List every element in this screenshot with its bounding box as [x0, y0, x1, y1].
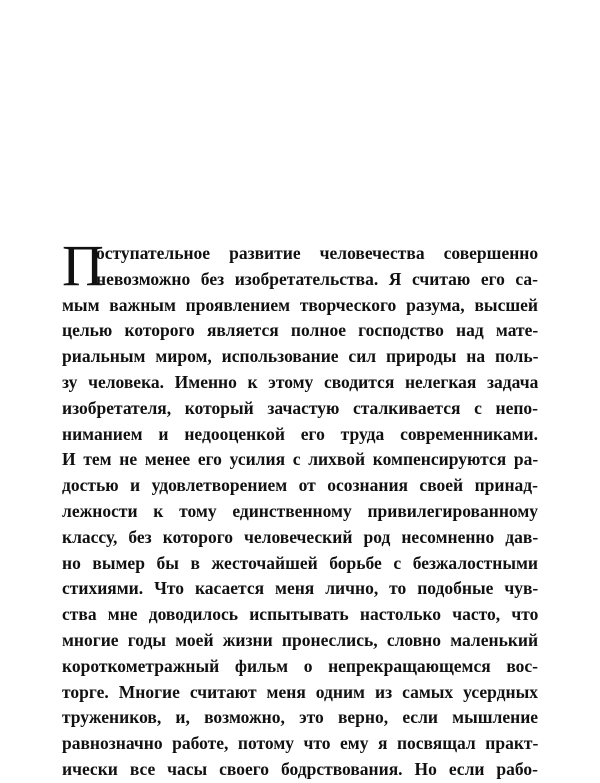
dropcap-indented-lines: [96, 241, 538, 293]
text-line: зу человека. Именно к этому сводится нелегкая задача: [62, 371, 539, 392]
text-line: ически все часы своего бодрствования. Но если рабо-: [62, 758, 538, 779]
text-line: ниманием и недооценкой его труда современниками.: [62, 423, 538, 444]
text-line: мым важным проявлением творческого разума, высшей: [62, 294, 538, 315]
text-line: достью и удовлетворением от осознания своей принад-: [62, 475, 538, 496]
drop-cap-letter: П: [62, 233, 104, 298]
text-line: ства мне доводилось испытывать настолько часто, что: [62, 604, 539, 625]
text-line: торге. Многие считают меня одним из самых усердных: [62, 681, 538, 702]
text-line: тружеников, и, возможно, это верно, если мышление: [62, 707, 539, 728]
text-line: риальным миром, использование сил природы на поль-: [62, 346, 539, 367]
text-line: И тем не менее его усилия с лихвой компенсируются ра-: [62, 449, 539, 470]
body-paragraph: [62, 293, 538, 783]
text-line: невозможно без изобретательства. Я считаю его са-: [96, 268, 538, 289]
text-line: многие годы моей жизни пронеслись, словно маленький: [62, 629, 539, 650]
text-line: стихиями. Что касается меня лично, то подобные чув-: [62, 578, 539, 599]
text-line: оступательное развитие человечества совершенно: [96, 243, 539, 263]
text-line: классу, без которого человеческий род несомненно дав-: [62, 526, 539, 547]
text-line: целью которого является полное господство над мате-: [62, 320, 539, 341]
text-line: лежности к тому единственному привилегированному: [62, 500, 538, 521]
text-line: короткометражный фильм о непрекращающемся вос-: [62, 655, 538, 676]
text-line: но вымер бы в жесточайшей борьбе с безжалостными: [62, 552, 538, 573]
text-line: изобретателя, который зачастую сталкивается с непо-: [62, 397, 538, 418]
text-line: равнозначно работе, потому что ему я посвящал практ-: [62, 733, 539, 754]
